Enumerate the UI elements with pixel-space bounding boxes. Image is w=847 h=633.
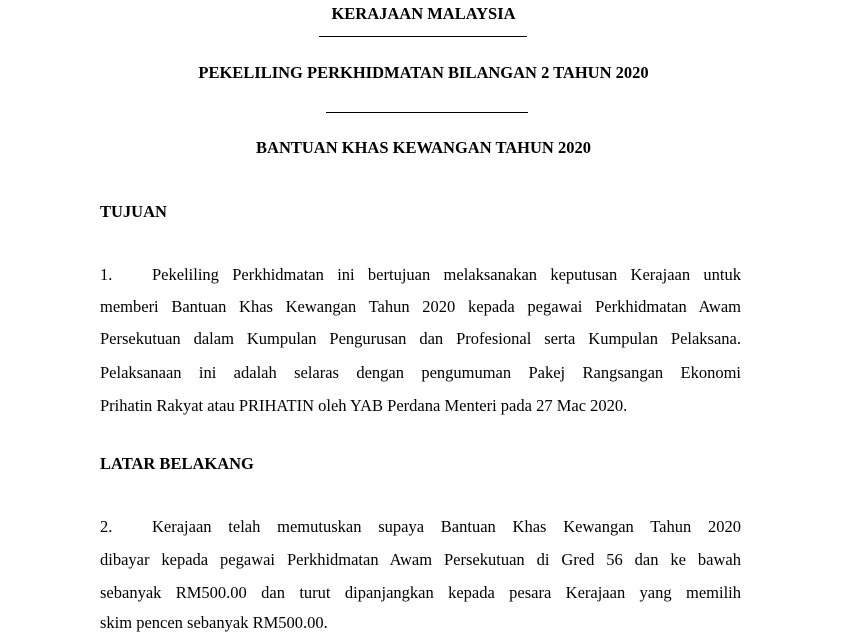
subject-title: BANTUAN KHAS KEWANGAN TAHUN 2020 [256, 138, 591, 157]
paragraph-2-line-3: sebanyak RM500.00 dan turut dipanjangkan kepada pesara Kerajaan yang memilih [100, 583, 741, 602]
section-heading-tujuan: TUJUAN [100, 202, 167, 221]
document-header: KERAJAAN MALAYSIA [331, 4, 516, 23]
paragraph-1-line-3: Persekutuan dalam Kumpulan Pengurusan dan Profesional serta Kumpulan Pelaksana. [100, 329, 741, 348]
paragraph-number: 2. [100, 517, 113, 536]
paragraph-1-line-5: Prihatin Rakyat atau PRIHATIN oleh YAB Perdana Menteri pada 27 Mac 2020. [100, 396, 628, 415]
paragraph-text: Pekeliling Perkhidmatan ini bertujuan melaksanakan keputusan Kerajaan untuk [152, 265, 741, 284]
header-underline [319, 36, 527, 37]
paragraph-2-line-1 [100, 517, 741, 537]
paragraph-number: 1. [100, 265, 113, 284]
paragraph-2-line-2: dibayar kepada pegawai Perkhidmatan Awam Persekutuan di Gred 56 dan ke bawah [100, 550, 741, 569]
paragraph-text: Kerajaan telah memutuskan supaya Bantuan Khas Kewangan Tahun 2020 [152, 517, 741, 536]
title-divider [326, 112, 528, 113]
paragraph-1-line-2: memberi Bantuan Khas Kewangan Tahun 2020 kepada pegawai Perkhidmatan Awam [100, 297, 741, 316]
paragraph-1-line-1 [100, 265, 741, 285]
paragraph-1-line-4: Pelaksanaan ini adalah selaras dengan pengumuman Pakej Rangsangan Ekonomi [100, 363, 741, 382]
circular-title: PEKELILING PERKHIDMATAN BILANGAN 2 TAHUN 2020 [198, 63, 649, 82]
paragraph-2-line-4: skim pencen sebanyak RM500.00. [100, 613, 328, 632]
section-heading-latar-belakang: LATAR BELAKANG [100, 454, 254, 473]
